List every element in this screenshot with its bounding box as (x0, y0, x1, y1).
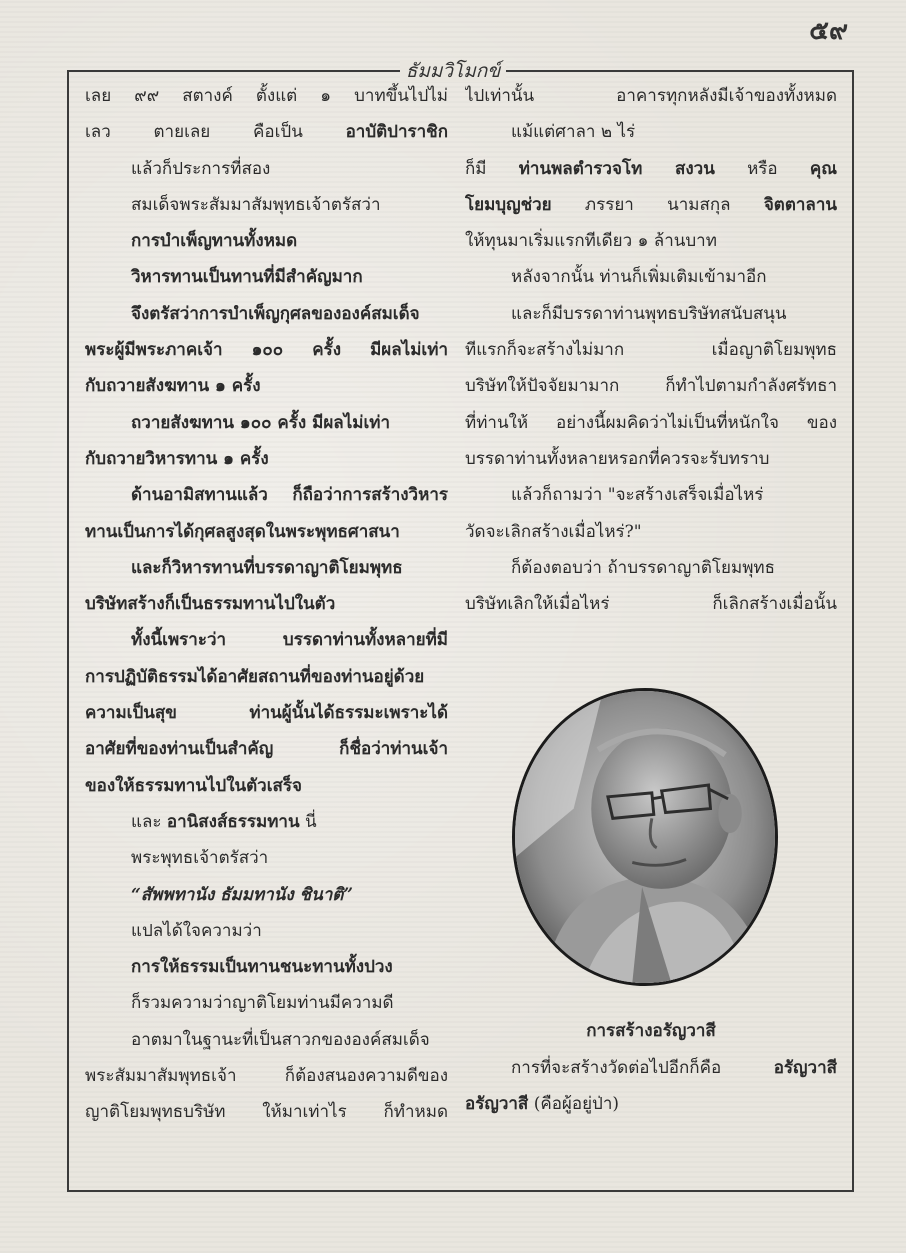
page-number: ๕๙ (809, 16, 848, 46)
text-segment: และก็มีบรรดาท่านพุทธบริษัทสนับสนุน (511, 303, 787, 324)
text-line (465, 332, 837, 368)
text-line (465, 1086, 837, 1122)
text-line (85, 259, 448, 295)
text-segment: กับถวายวิหารทาน ๑ ครั้ง (85, 448, 269, 469)
text-segment: ก็รวมความว่าญาติโยมท่านมีความดี (131, 993, 394, 1014)
text-segment: โยมบุญช่วย (465, 194, 552, 215)
text-segment: ให้ทุนมาเริ่มแรกทีเดียว ๑ ล้านบาท (465, 231, 717, 252)
text-line (465, 187, 837, 223)
text-segment: ทานเป็นการได้กุศลสูงสุดในพระพุทธศาสนา (85, 521, 400, 542)
text-segment: วิหารทานเป็นทานที่มีสำคัญมาก (131, 267, 363, 288)
portrait-oval-frame (512, 688, 778, 986)
text-line (85, 441, 448, 477)
text-line (85, 223, 448, 259)
text-line (85, 622, 448, 658)
text-line (85, 550, 448, 586)
text-line (85, 151, 448, 187)
text-line (465, 405, 837, 441)
text-segment: บริษัทเลิกให้เมื่อไหร่ ก็เลิกสร้างเมื่อนั้น (465, 594, 837, 615)
text-segment: แปลได้ใจความว่า (131, 920, 262, 941)
text-segment: (คือผู้อยู่ป่า) (528, 1094, 620, 1115)
text-segment: การที่จะสร้างวัดต่อไปอีกก็คือ (511, 1057, 774, 1078)
text-segment: อาบัติปาราชิก (345, 122, 448, 143)
text-line (85, 840, 448, 876)
text-segment: อรัญวาสี (465, 1094, 529, 1115)
text-segment: ที่ท่านให้ อย่างนี้ผมคิดว่าไม่เป็นที่หนักใจ ของ (465, 412, 837, 433)
text-segment: อรัญวาสี (773, 1057, 837, 1078)
text-segment: อานิสงส์ธรรมทาน (166, 811, 300, 832)
header-title: ธัมมวิโมกข์ (400, 60, 507, 82)
text-line (465, 586, 837, 622)
text-line (85, 768, 448, 804)
text-segment: ท่านพลตำรวจโท สงวน (518, 158, 715, 179)
text-segment: พระสัมมาสัมพุทธเจ้า ก็ต้องสนองความดีของ (85, 1066, 448, 1087)
text-line (465, 151, 837, 187)
text-line (465, 114, 837, 150)
text-segment: เลว ตายเลย คือเป็น (85, 122, 346, 143)
text-line (85, 804, 448, 840)
text-line (85, 332, 448, 368)
text-segment: ก็มี (465, 158, 519, 179)
text-line (85, 78, 448, 114)
monk-portrait-image (515, 691, 775, 983)
text-line (85, 405, 448, 441)
text-segment: ทีแรกก็จะสร้างไม่มาก เมื่อญาติโยมพุทธ (465, 340, 837, 361)
text-line (85, 659, 448, 695)
text-segment: ความเป็นสุข ท่านผู้นั้นได้ธรรมะเพราะได้ (85, 703, 448, 724)
section-heading: การสร้างอรัญวาสี (586, 1021, 716, 1042)
text-segment: ถวายสังฆทาน ๑๐๐ ครั้ง มีผลไม่เท่า (131, 412, 391, 433)
text-segment: และ (131, 811, 167, 832)
text-segment: แล้วก็ประการที่สอง (131, 158, 271, 179)
text-segment: อาศัยที่ของท่านเป็นสำคัญ ก็ชื่อว่าท่านเจ้า (85, 739, 448, 760)
text-line (85, 477, 448, 513)
text-segment: สมเด็จพระสัมมาสัมพุทธเจ้าตรัสว่า (131, 194, 381, 215)
text-segment: ไปเท่านั้น อาคารทุกหลังมีเจ้าของทั้งหมด (465, 86, 837, 106)
text-segment: “สัพพทานัง ธัมมทานัง ชินาติ” (131, 884, 354, 905)
text-segment: ของให้ธรรมทานไปในตัวเสร็จ (85, 775, 302, 796)
text-segment: บริษัทสร้างก็เป็นธรรมทานไปในตัว (85, 594, 336, 615)
text-segment: ด้านอามิสทานแล้ว ก็ถือว่าการสร้างวิหาร (131, 485, 448, 506)
text-segment: และก็วิหารทานที่บรรดาญาติโยมพุทธ (131, 557, 403, 578)
text-line (85, 296, 448, 332)
text-segment: หลังจากนั้น ท่านก็เพิ่มเติมเข้ามาอีก (511, 267, 767, 288)
text-segment: การปฏิบัติธรรมได้อาศัยสถานที่ของท่านอยู่ด้วย (85, 666, 425, 687)
text-segment: พระผู้มีพระภาคเจ้า ๑๐๐ ครั้ง มีผลไม่เท่า (85, 340, 448, 361)
text-line (85, 913, 448, 949)
text-line (85, 695, 448, 731)
text-line (85, 1094, 448, 1130)
text-line (85, 114, 448, 150)
text-line (465, 296, 837, 332)
text-line (85, 1058, 448, 1094)
text-line (465, 477, 837, 513)
text-line (85, 368, 448, 404)
text-segment: แล้วก็ถามว่า "จะสร้างเสร็จเมื่อไหร่ (511, 485, 764, 506)
text-line (465, 259, 837, 295)
text-segment: พระพุทธเจ้าตรัสว่า (131, 848, 269, 869)
text-segment: ทั้งนี้เพราะว่า บรรดาท่านทั้งหลายที่มี (131, 630, 448, 651)
text-segment: ญาติโยมพุทธบริษัท ให้มาเท่าไร ก็ทำหมด (85, 1102, 448, 1123)
text-line (85, 1022, 448, 1058)
text-segment: เลย ๙๙ สตางค์ ตั้งแต่ ๑ บาทขึ้นไปไม่ (85, 86, 448, 106)
left-column (85, 78, 448, 1131)
text-segment: จึงตรัสว่าการบำเพ็ญกุศลขององค์สมเด็จ (131, 303, 420, 324)
text-line (465, 1050, 837, 1086)
text-line (465, 550, 837, 586)
text-line (85, 187, 448, 223)
text-segment: นี่ (299, 811, 317, 832)
text-segment: จิตตาลาน (763, 194, 837, 215)
text-line (85, 877, 448, 913)
text-segment: บรรดาท่านทั้งหลายหรอกที่ควรจะรับทราบ (465, 448, 770, 469)
text-segment: บริษัทให้ปัจจัยมามาก ก็ทำไปตามกำลังศรัทธา (465, 376, 837, 397)
text-segment: กับถวายสังฆทาน ๑ ครั้ง (85, 376, 261, 397)
text-line (465, 368, 837, 404)
text-segment: แม้แต่ศาลา ๒ ไร่ (511, 122, 636, 143)
text-segment: ภรรยา นามสกุล (551, 194, 764, 215)
text-line (465, 514, 837, 550)
text-segment: หรือ (714, 158, 810, 179)
portrait-photo (512, 688, 778, 986)
text-line (465, 223, 837, 259)
text-segment: ก็ต้องตอบว่า ถ้าบรรดาญาติโยมพุทธ (511, 557, 776, 578)
text-segment: การให้ธรรมเป็นทานชนะทานทั้งปวง (131, 957, 393, 978)
text-line (465, 78, 837, 114)
text-line (85, 586, 448, 622)
text-line (85, 731, 448, 767)
text-segment: คุณ (809, 158, 837, 179)
text-segment: วัดจะเลิกสร้างเมื่อไหร่?" (465, 521, 642, 542)
text-line (85, 514, 448, 550)
text-line (465, 441, 837, 477)
text-line (85, 985, 448, 1021)
text-segment: การบำเพ็ญทานทั้งหมด (131, 231, 298, 252)
text-segment: อาตมาในฐานะที่เป็นสาวกขององค์สมเด็จ (131, 1029, 430, 1050)
text-line (85, 949, 448, 985)
